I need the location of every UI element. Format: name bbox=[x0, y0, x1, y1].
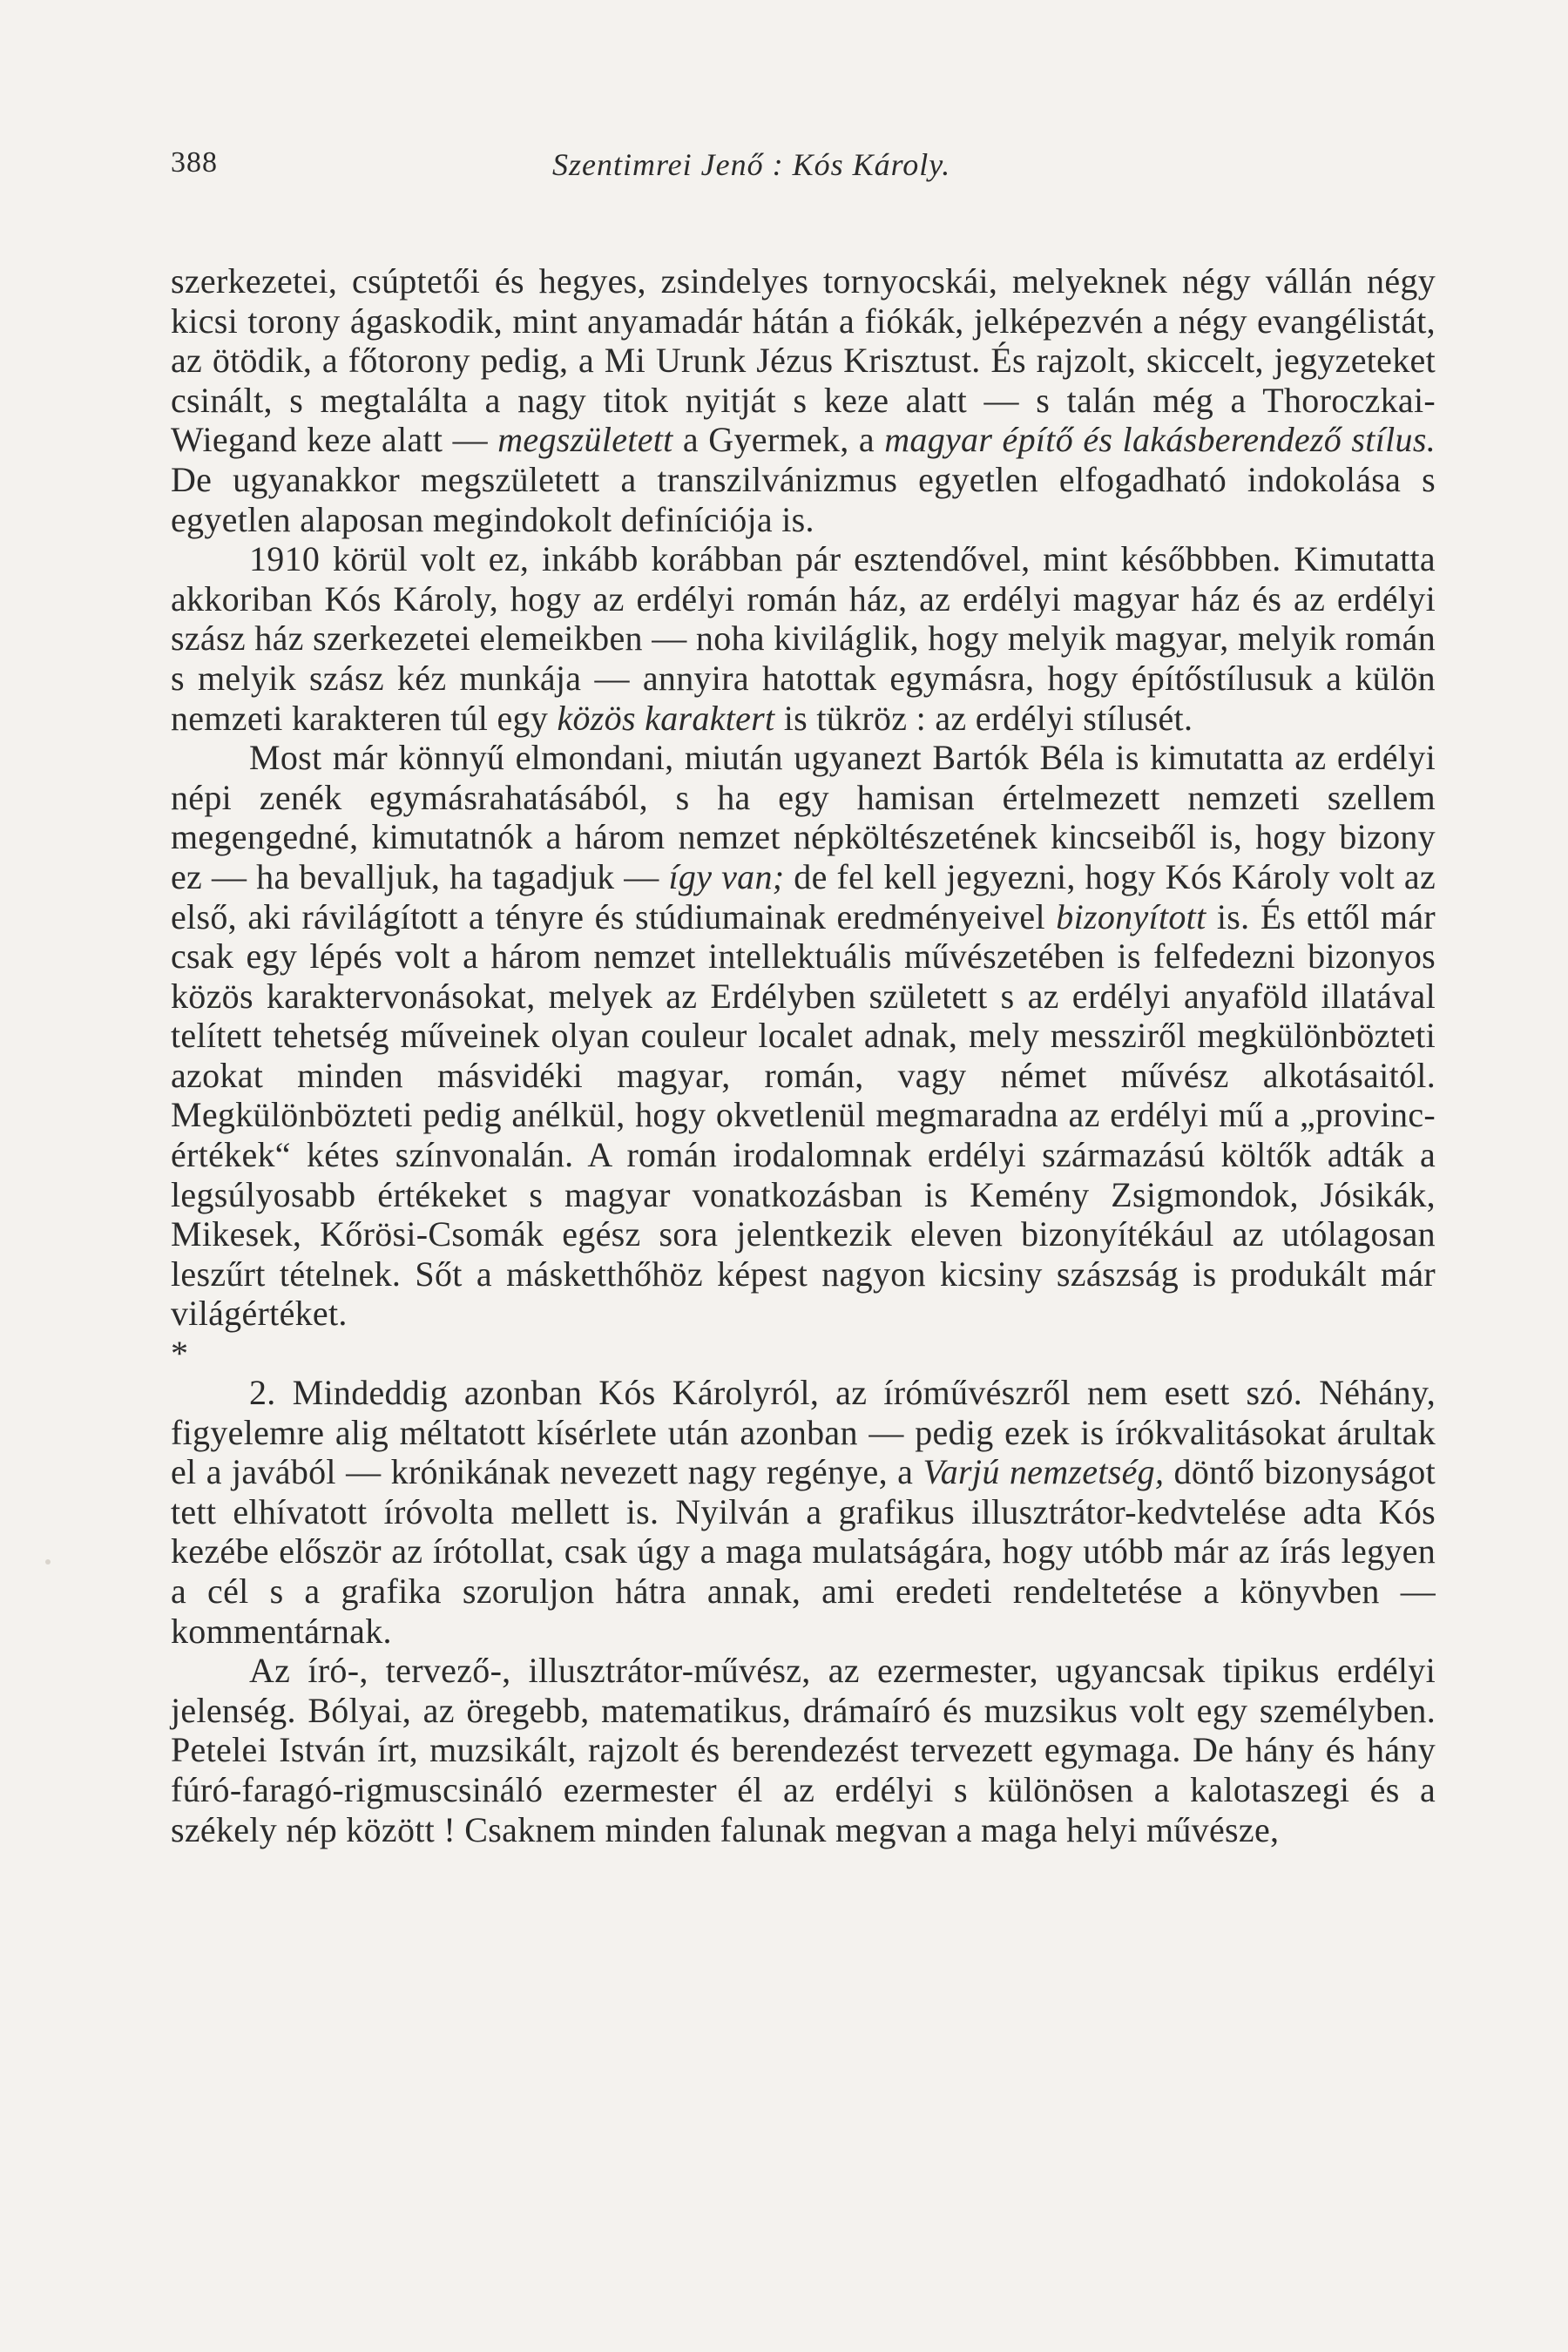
text-run: 1910 körül volt ez, inkább korábban pár esztendővel, mint későbbben. Kimutatta akkoriban Kós Károly, hogy az erdélyi román ház, az erdélyi magyar ház és az erdélyi szász ház szerkezetei elemeikben — noha kiviláglik, hogy melyik magyar, melyik román s melyik szász kéz munkája — annyira hatottak egymásra, hogy építőstílusuk a külön nemzeti karakteren túl egy bbox=[171, 539, 1436, 738]
emphasis: így van; bbox=[668, 856, 785, 896]
page-header bbox=[171, 146, 1436, 199]
paragraph-1 bbox=[171, 261, 1436, 539]
text-run: szerkezetei, csúptetői és hegyes, zsindelyes tornyocskái, melyeknek négy vállán négy kicsi torony ágaskodik, mint anyamadár hátán a fiókák, jelképezvén a négy evangélistát, az ötödik, a főtorony pedig, a Mi Urunk Jézus Krisztust. És rajzolt, skiccelt, jegyzeteket csinált, s megtalálta a nagy titok nyitját s keze alatt — s talán még a Thoroczkai-Wiegand keze alatt — bbox=[171, 261, 1436, 460]
text-run: de fel kell jegyezni, hogy Kós Károly volt az első, aki rávilágított a tényre és stúdiumainak eredményeivel bbox=[171, 856, 1436, 936]
text-run: a Gyermek, a bbox=[672, 420, 885, 460]
paragraph-3 bbox=[171, 738, 1436, 1334]
text-run: Most már könnyű elmondani, miután ugyanezt Bartók Béla is kimutatta az erdélyi népi zenék egymásrahatásából, s ha egy hamisan értelmezett nemzeti szellem megengedné, kimutatnók a három nemzet népköltészetének kincseiből is, hogy bizony ez — ha bevalljuk, ha tagadjuk — bbox=[171, 738, 1436, 896]
text-run: is. És ettől már csak egy lépés volt a három nemzet intellektuális művészetében is felfedezni bizonyos közös karaktervonásokat, melyek az Erdélyben született s az erdélyi anyaföld illatával telített tehetség műveinek olyan couleur localet adnak, mely messziről megkülönbözteti azokat minden másvidéki magyar, román, vagy német művész alkotásaitól. Megkülönbözteti pedig anélkül, hogy okvetlenül megmaradna az erdélyi mű a „provinc-értékek“ kétes színvonalán. A román irodalomnak erdélyi származású költők adták a legsúlyosabb értékeket s magyar vonatkozásban is Kemény Zsigmondok, Jósikák, Mikesek, Kőrösi-Csomák egész sora jelentkezik eleven bizonyítékául az utólagosan leszűrt tételnek. Sőt a másketthőhöz képest nagyon kicsiny szászság is produkált már világértéket. bbox=[171, 896, 1436, 1334]
emphasis: megszületett bbox=[497, 420, 673, 460]
text-run: De ugyanakkor megszületett a transzilvánizmus egyetlen elfogadható indokolása s egyetlen alaposan megindokolt definíciója is. bbox=[171, 459, 1436, 539]
emphasis: Varjú nemzetség, bbox=[923, 1452, 1165, 1492]
paragraph-5: Az író-, tervező-, illusztrátor-művész, az ezermester, ugyancsak tipikus erdélyi jelenség. Bólyai, az öregebb, matematikus, drámaíró és muzsikus volt egy személyben. Petelei István írt, muzsikált, rajzolt és berendezést tervezett egymaga. De hány és hány fúró-faragó-rigmuscsináló ezermester él az erdélyi s különösen a kalotaszegi és a székely nép között ! Csaknem minden falunak megvan a maga helyi művésze, bbox=[171, 1651, 1436, 1849]
paragraph-4 bbox=[171, 1373, 1436, 1651]
text-run: 2. Mindeddig azonban Kós Károlyról, az íróművészről nem esett szó. Néhány, figyelemre alig méltatott kísérlete után azonban — pedig ezek is írókvalitásokat árultak el a javából — krónikának nevezett nagy regénye, a bbox=[171, 1373, 1436, 1492]
text-run: döntő bizonyságot tett elhívatott íróvolta mellett is. Nyilván a grafikus illusztrátor-kedvtelése adta Kós kezébe először az írótollat, csak úgy a maga mulatságára, hogy utóbb már az írás legyen a cél s a grafika szoruljon hátra annak, ami eredeti rendeltetése a könyvben — kommentárnak. bbox=[171, 1452, 1436, 1651]
section-asterism: * bbox=[171, 1334, 189, 1374]
body-text bbox=[171, 261, 1436, 1849]
page-number: 388 bbox=[171, 146, 218, 179]
running-head: Szentimrei Jenő : Kós Károly. bbox=[552, 147, 951, 182]
emphasis: magyar építő és lakásberendező stílus. bbox=[884, 420, 1436, 460]
paper-speck bbox=[45, 1559, 51, 1565]
text-run: is tükröz : az erdélyi stílusét. bbox=[774, 698, 1193, 738]
emphasis: közös karaktert bbox=[557, 698, 775, 738]
emphasis: bizonyított bbox=[1056, 896, 1206, 936]
paragraph-2 bbox=[171, 539, 1436, 738]
